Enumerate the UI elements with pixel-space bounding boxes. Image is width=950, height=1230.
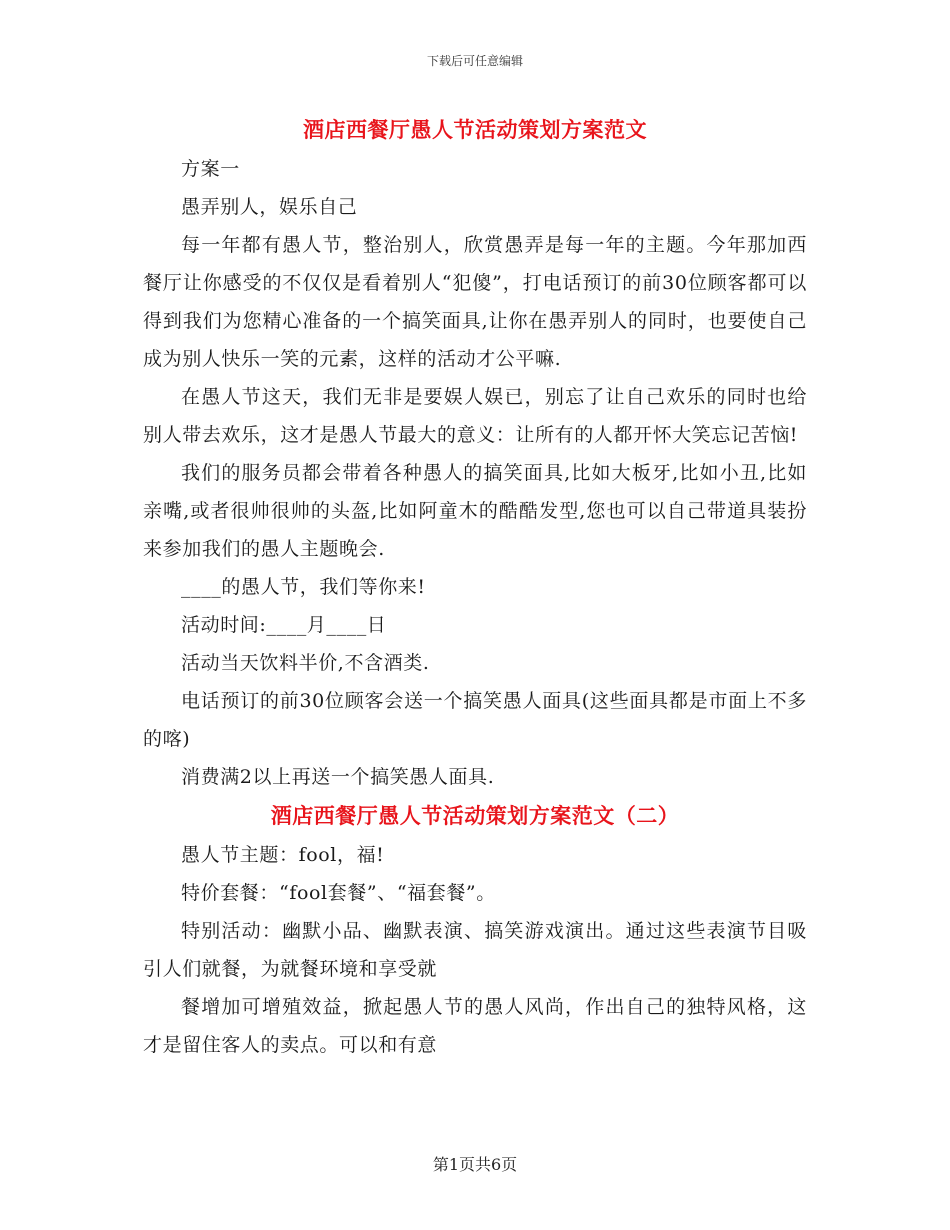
- document-title: 酒店西餐厅愚人节活动策划方案范文: [303, 117, 647, 142]
- paragraph-booking-gift: 电话预订的前30位顾客会送一个搞笑愚人面具(这些面具都是市面上不多的喀): [143, 690, 807, 750]
- paragraph-benefits: 餐增加可增殖效益，掀起愚人节的愚人风尚，作出自己的独特风格，这才是留住客人的卖点。可以和有意: [143, 996, 807, 1056]
- paragraph-invite: ____的愚人节，我们等你来!: [181, 576, 426, 598]
- header-note: 下载后可任意编辑: [426, 54, 523, 68]
- paragraph-drinks: 活动当天饮料半价,不含酒类.: [181, 652, 430, 674]
- paragraph-meaning: 在愚人节这天，我们无非是要娱人娱已，别忘了让自己欢乐的同时也给别人带去欢乐，这才是愚人节最大的意义：让所有的人都开怀大笑忘记苦恼!: [143, 386, 807, 446]
- page-footer: [0, 1152, 950, 1175]
- paragraph-event-time: 活动时间:____月____日: [181, 614, 387, 636]
- paragraph-spend-gift: 消费满2以上再送一个搞笑愚人面具.: [181, 766, 495, 788]
- page-header: [0, 52, 950, 69]
- paragraph-masks: 我们的服务员都会带着各种愚人的搞笑面具,比如大板牙,比如小丑,比如亲嘴,或者很帅很帅的头盔,比如阿童木的酷酷发型,您也可以自己带道具装扮来参加我们的愚人主题晚会.: [143, 462, 807, 560]
- page-number: 第1页共6页: [432, 1155, 518, 1174]
- paragraph-intro: 每一年都有愚人节，整治别人，欣赏愚弄是每一年的主题。今年那加西餐厅让你感受的不仅仅是看着别人“犯傻”，打电话预订的前30位顾客都可以得到我们为您精心准备的一个搞笑面具,让你在愚弄别人的同时，也要使自己成为别人快乐一笑的元素，这样的活动才公平嘛.: [143, 234, 807, 370]
- paragraph-set-meals: 特价套餐：“fool套餐”、“福套餐”。: [181, 882, 496, 904]
- document-body: [143, 110, 807, 1064]
- paragraph-theme: 愚人节主题：fool，福!: [181, 844, 385, 866]
- paragraph-slogan: 愚弄别人，娱乐自己: [181, 196, 358, 218]
- section-title-two: 酒店西餐厅愚人节活动策划方案范文（二）: [270, 803, 680, 828]
- paragraph-plan-label: 方案一: [181, 158, 240, 180]
- paragraph-special-events: 特别活动：幽默小品、幽默表演、搞笑游戏演出。通过这些表演节目吸引人们就餐，为就餐环境和享受就: [143, 920, 807, 980]
